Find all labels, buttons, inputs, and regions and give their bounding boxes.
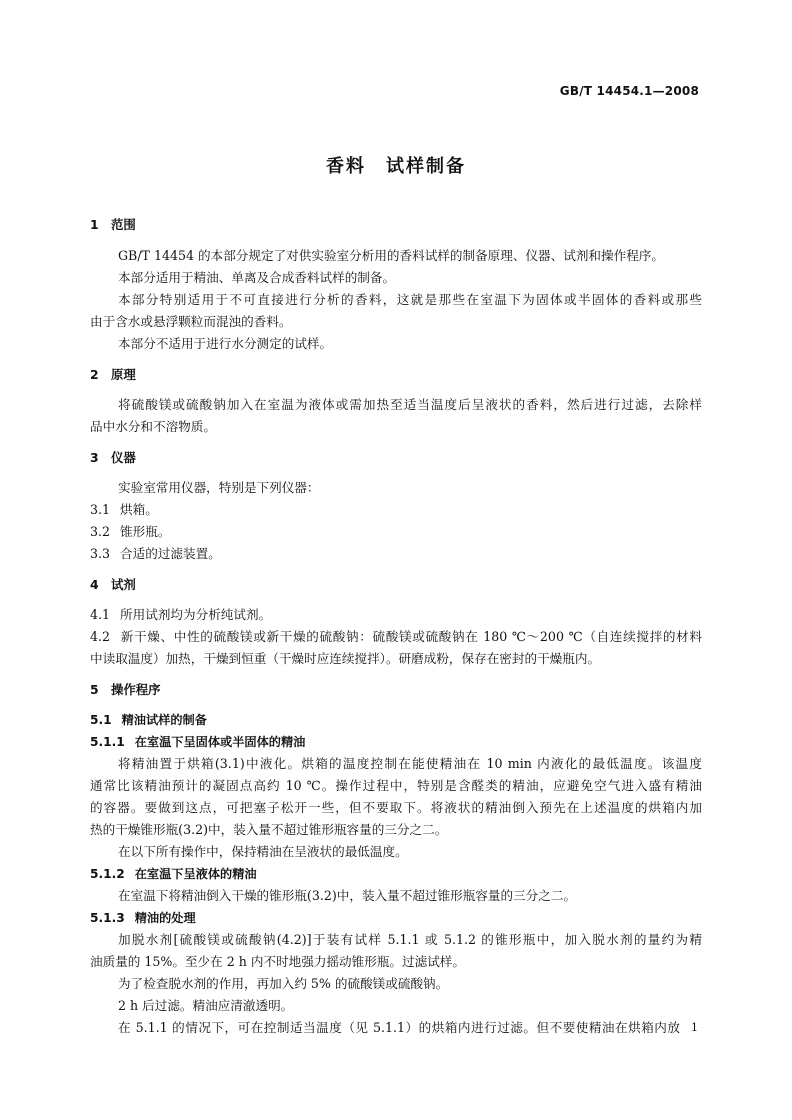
item-text: 锥形瓶。 <box>120 524 171 539</box>
section-title: 在室温下呈固体或半固体的精油 <box>134 735 306 749</box>
item-number: 3.3 <box>90 546 111 561</box>
paragraph-line: 本部分特别适用于不可直接进行分析的香料，这就是那些在室温下为固体或半固体的香料或那些 <box>118 292 702 307</box>
section-number: 5.1.3 <box>90 911 125 925</box>
paragraph-line: 热的干燥锥形瓶(3.2)中，装入量不超过锥形瓶容量的三分之二。 <box>90 822 448 837</box>
section-title: 操作程序 <box>111 682 161 697</box>
heading-5-1-1 <box>90 733 702 751</box>
section-title: 精油的处理 <box>134 911 196 925</box>
paragraph-line: 中读取温度）加热，干燥到恒重（干燥时应连续搅拌）。研磨成粉，保存在密封的干燥瓶内。 <box>90 651 601 666</box>
section-title: 试剂 <box>111 577 136 592</box>
paragraph-line: 本部分适用于精油、单离及合成香料试样的制备。 <box>118 270 396 285</box>
item-number: 3.1 <box>90 502 111 517</box>
item-text: 烘箱。 <box>120 502 158 517</box>
heading-reagents <box>90 576 702 594</box>
paragraph-line: GB/T 14454 的本部分规定了对供实验室分析用的香料试样的制备原理、仪器、试剂和操作程序。 <box>118 248 664 263</box>
section-number: 5.1.1 <box>90 735 125 749</box>
paragraph-line: 由于含水或悬浮颗粒而混浊的香料。 <box>90 314 292 329</box>
list-item <box>90 606 702 624</box>
section-title: 在室温下呈液体的精油 <box>134 867 257 881</box>
page-number: 1 <box>691 1021 698 1034</box>
heading-procedure <box>90 681 702 699</box>
item-text: 所用试剂均为分析纯试剂。 <box>120 607 272 622</box>
list-item <box>90 501 702 519</box>
paragraph-line: 在 5.1.1 的情况下，可在控制适当温度（见 5.1.1）的烘箱内进行过滤。但不要使精油在烘箱内放 <box>118 1020 680 1035</box>
list-item <box>90 545 702 563</box>
list-item <box>90 523 702 541</box>
section-title: 原理 <box>111 367 136 382</box>
paragraph-line: 在以下所有操作中，保持精油在呈液状的最低温度。 <box>118 844 408 859</box>
heading-5-1 <box>90 711 702 729</box>
list-item <box>90 628 702 646</box>
section-number: 3 <box>90 450 99 465</box>
paragraph-line: 的容器。要做到这点，可把塞子松开一些，但不要取下。将液状的精油倒入预先在上述温度的烘箱内加 <box>90 800 702 815</box>
section-number: 5 <box>90 682 99 697</box>
paragraph-line: 品中水分和不溶物质。 <box>90 419 216 434</box>
paragraph-line: 油质量的 15%。至少在 2 h 内不时地强力摇动锥形瓶。过滤试样。 <box>90 954 465 969</box>
section-number: 1 <box>90 217 99 232</box>
heading-5-1-3 <box>90 909 702 927</box>
heading-5-1-2 <box>90 865 702 883</box>
heading-scope <box>90 216 702 234</box>
item-text: 合适的过滤装置。 <box>120 546 221 561</box>
item-number: 4.2 <box>90 629 111 644</box>
paragraph-line: 2 h 后过滤。精油应清澈透明。 <box>118 998 294 1013</box>
paragraph-line: 加脱水剂[硫酸镁或硫酸钠(4.2)]于装有试样 5.1.1 或 5.1.2 的锥形瓶中，加入脱水剂的量约为精 <box>118 932 702 947</box>
heading-principle <box>90 366 702 384</box>
document-title: 香料 试样制备 <box>326 156 466 177</box>
section-title: 范围 <box>111 217 136 232</box>
paragraph-line: 通常比该精油预计的凝固点高约 10 ℃。操作过程中，特别是含醛类的精油，应避免空气进入盛有精油 <box>90 778 702 793</box>
item-number: 4.1 <box>90 607 111 622</box>
paragraph-line: 为了检查脱水剂的作用，再加入约 5% 的硫酸镁或硫酸钠。 <box>118 976 449 991</box>
heading-apparatus <box>90 449 702 467</box>
item-number: 3.2 <box>90 524 111 539</box>
item-text: 新干燥、中性的硫酸镁或新干燥的硫酸钠：硫酸镁或硫酸钠在 180 ℃～200 ℃（自连续搅拌的材料 <box>120 629 702 644</box>
section-number: 2 <box>90 367 99 382</box>
paragraph-line: 实验室常用仪器，特别是下列仪器： <box>118 480 320 495</box>
section-title: 仪器 <box>111 450 136 465</box>
standard-number: GB/T 14454.1—2008 <box>559 84 699 98</box>
section-number: 5.1 <box>90 713 112 727</box>
paragraph-line: 在室温下将精油倒入干燥的锥形瓶(3.2)中，装入量不超过锥形瓶容量的三分之二。 <box>118 888 577 903</box>
section-number: 4 <box>90 577 99 592</box>
section-number: 5.1.2 <box>90 867 125 881</box>
section-title: 精油试样的制备 <box>121 713 207 727</box>
paragraph-line: 本部分不适用于进行水分测定的试样。 <box>118 336 333 351</box>
paragraph-line: 将硫酸镁或硫酸钠加入在室温为液体或需加热至适当温度后呈液状的香料，然后进行过滤，去除样 <box>118 397 702 412</box>
paragraph-line: 将精油置于烘箱(3.1)中液化。烘箱的温度控制在能使精油在 10 min 内液化的最低温度。该温度 <box>118 756 702 771</box>
